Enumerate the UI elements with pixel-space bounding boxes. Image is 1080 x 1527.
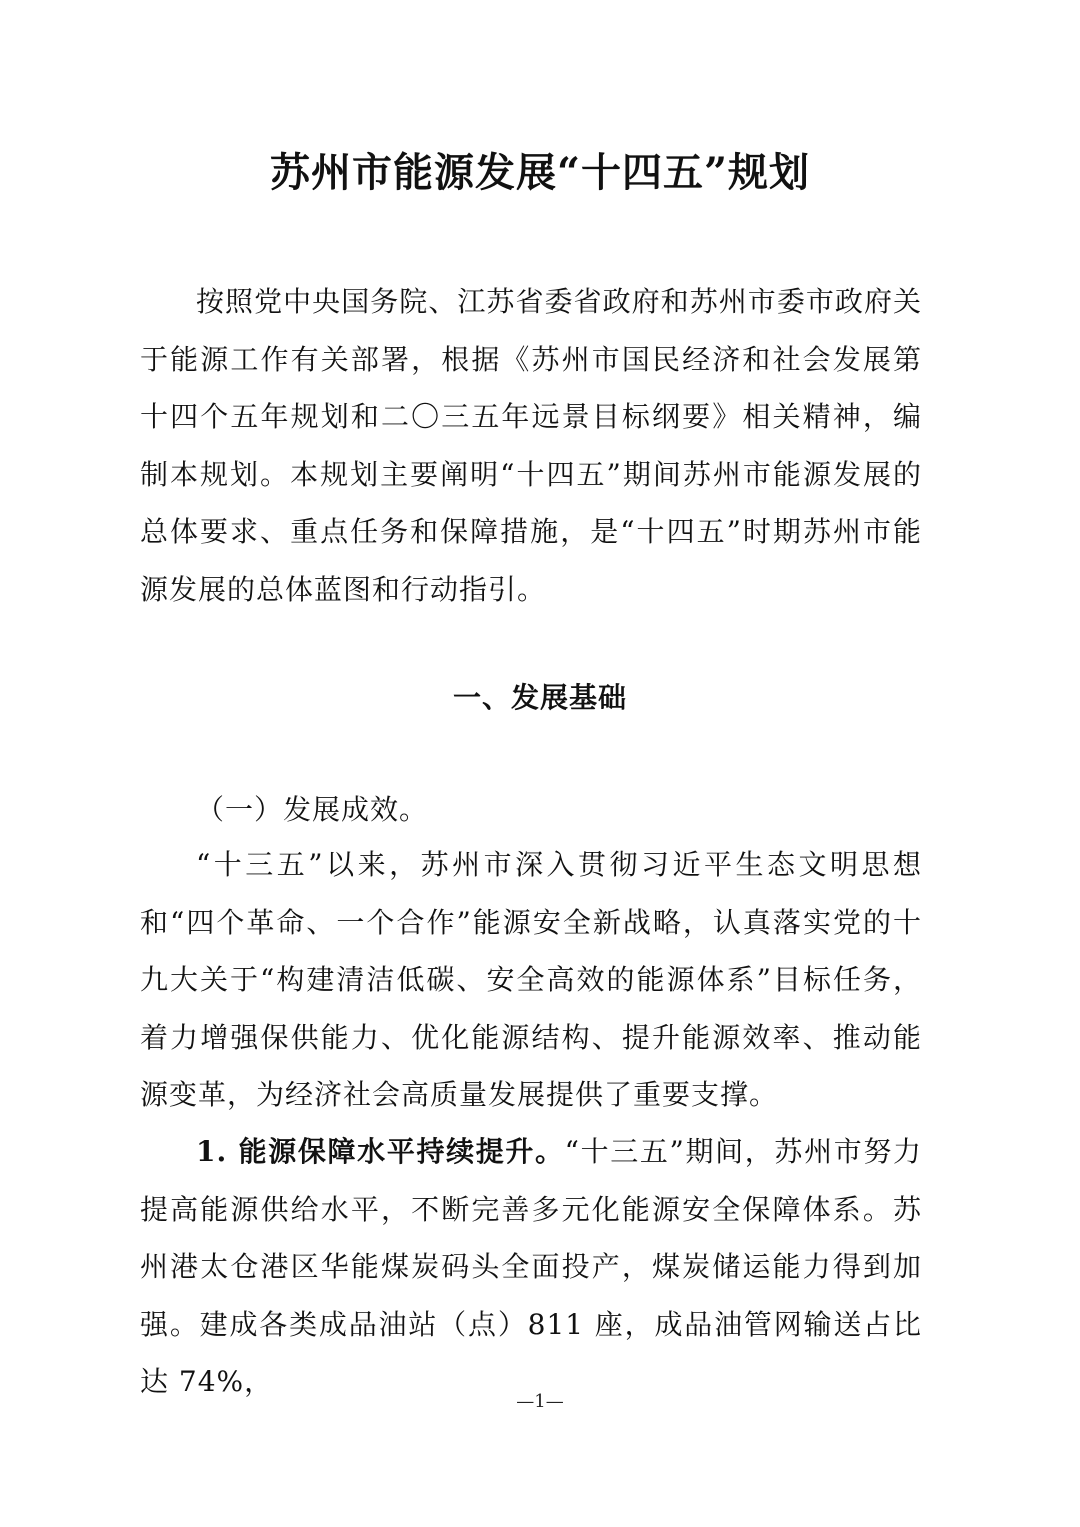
paragraph-lead: 1. 能源保障水平持续提升。: [196, 1135, 565, 1168]
section-heading: 一、发展基础: [452, 681, 627, 714]
development-paragraph: “十三五”以来，苏州市深入贯彻习近平生态文明思想和“四个革命、一个合作”能源安全新战略，认真落实党的十九大关于“构建清洁低碳、安全高效的能源体系”目标任务，着力增强保供能力、优化能源结构、提升能源效率、推动能源变革，为经济社会高质量发展提供了重要支撑。: [140, 848, 922, 1111]
document-title: 苏州市能源发展“十四五”规划: [269, 149, 810, 196]
energy-supply-paragraph: [140, 1123, 922, 1411]
intro-paragraph: 按照党中央国务院、江苏省委省政府和苏州市委市政府关于能源工作有关部署，根据《苏州市国民经济和社会发展第十四个五年规划和二〇三五年远景目标纲要》相关精神，编制本规划。本规划主要阐明“十四五”期间苏州市能源发展的总体要求、重点任务和保障措施，是“十四五”时期苏州市能源发展的总体蓝图和行动指引。: [140, 285, 922, 606]
subsection-heading: （一）发展成效。: [196, 793, 429, 826]
page-number: —1—: [516, 1391, 564, 1412]
paragraph-body: “十三五”期间，苏州市努力提高能源供给水平，不断完善多元化能源安全保障体系。苏州港太仓港区华能煤炭码头全面投产，煤炭储运能力得到加强。建成各类成品油站（点）811 座，成品油管网输送占比达 74%，: [140, 1135, 922, 1398]
